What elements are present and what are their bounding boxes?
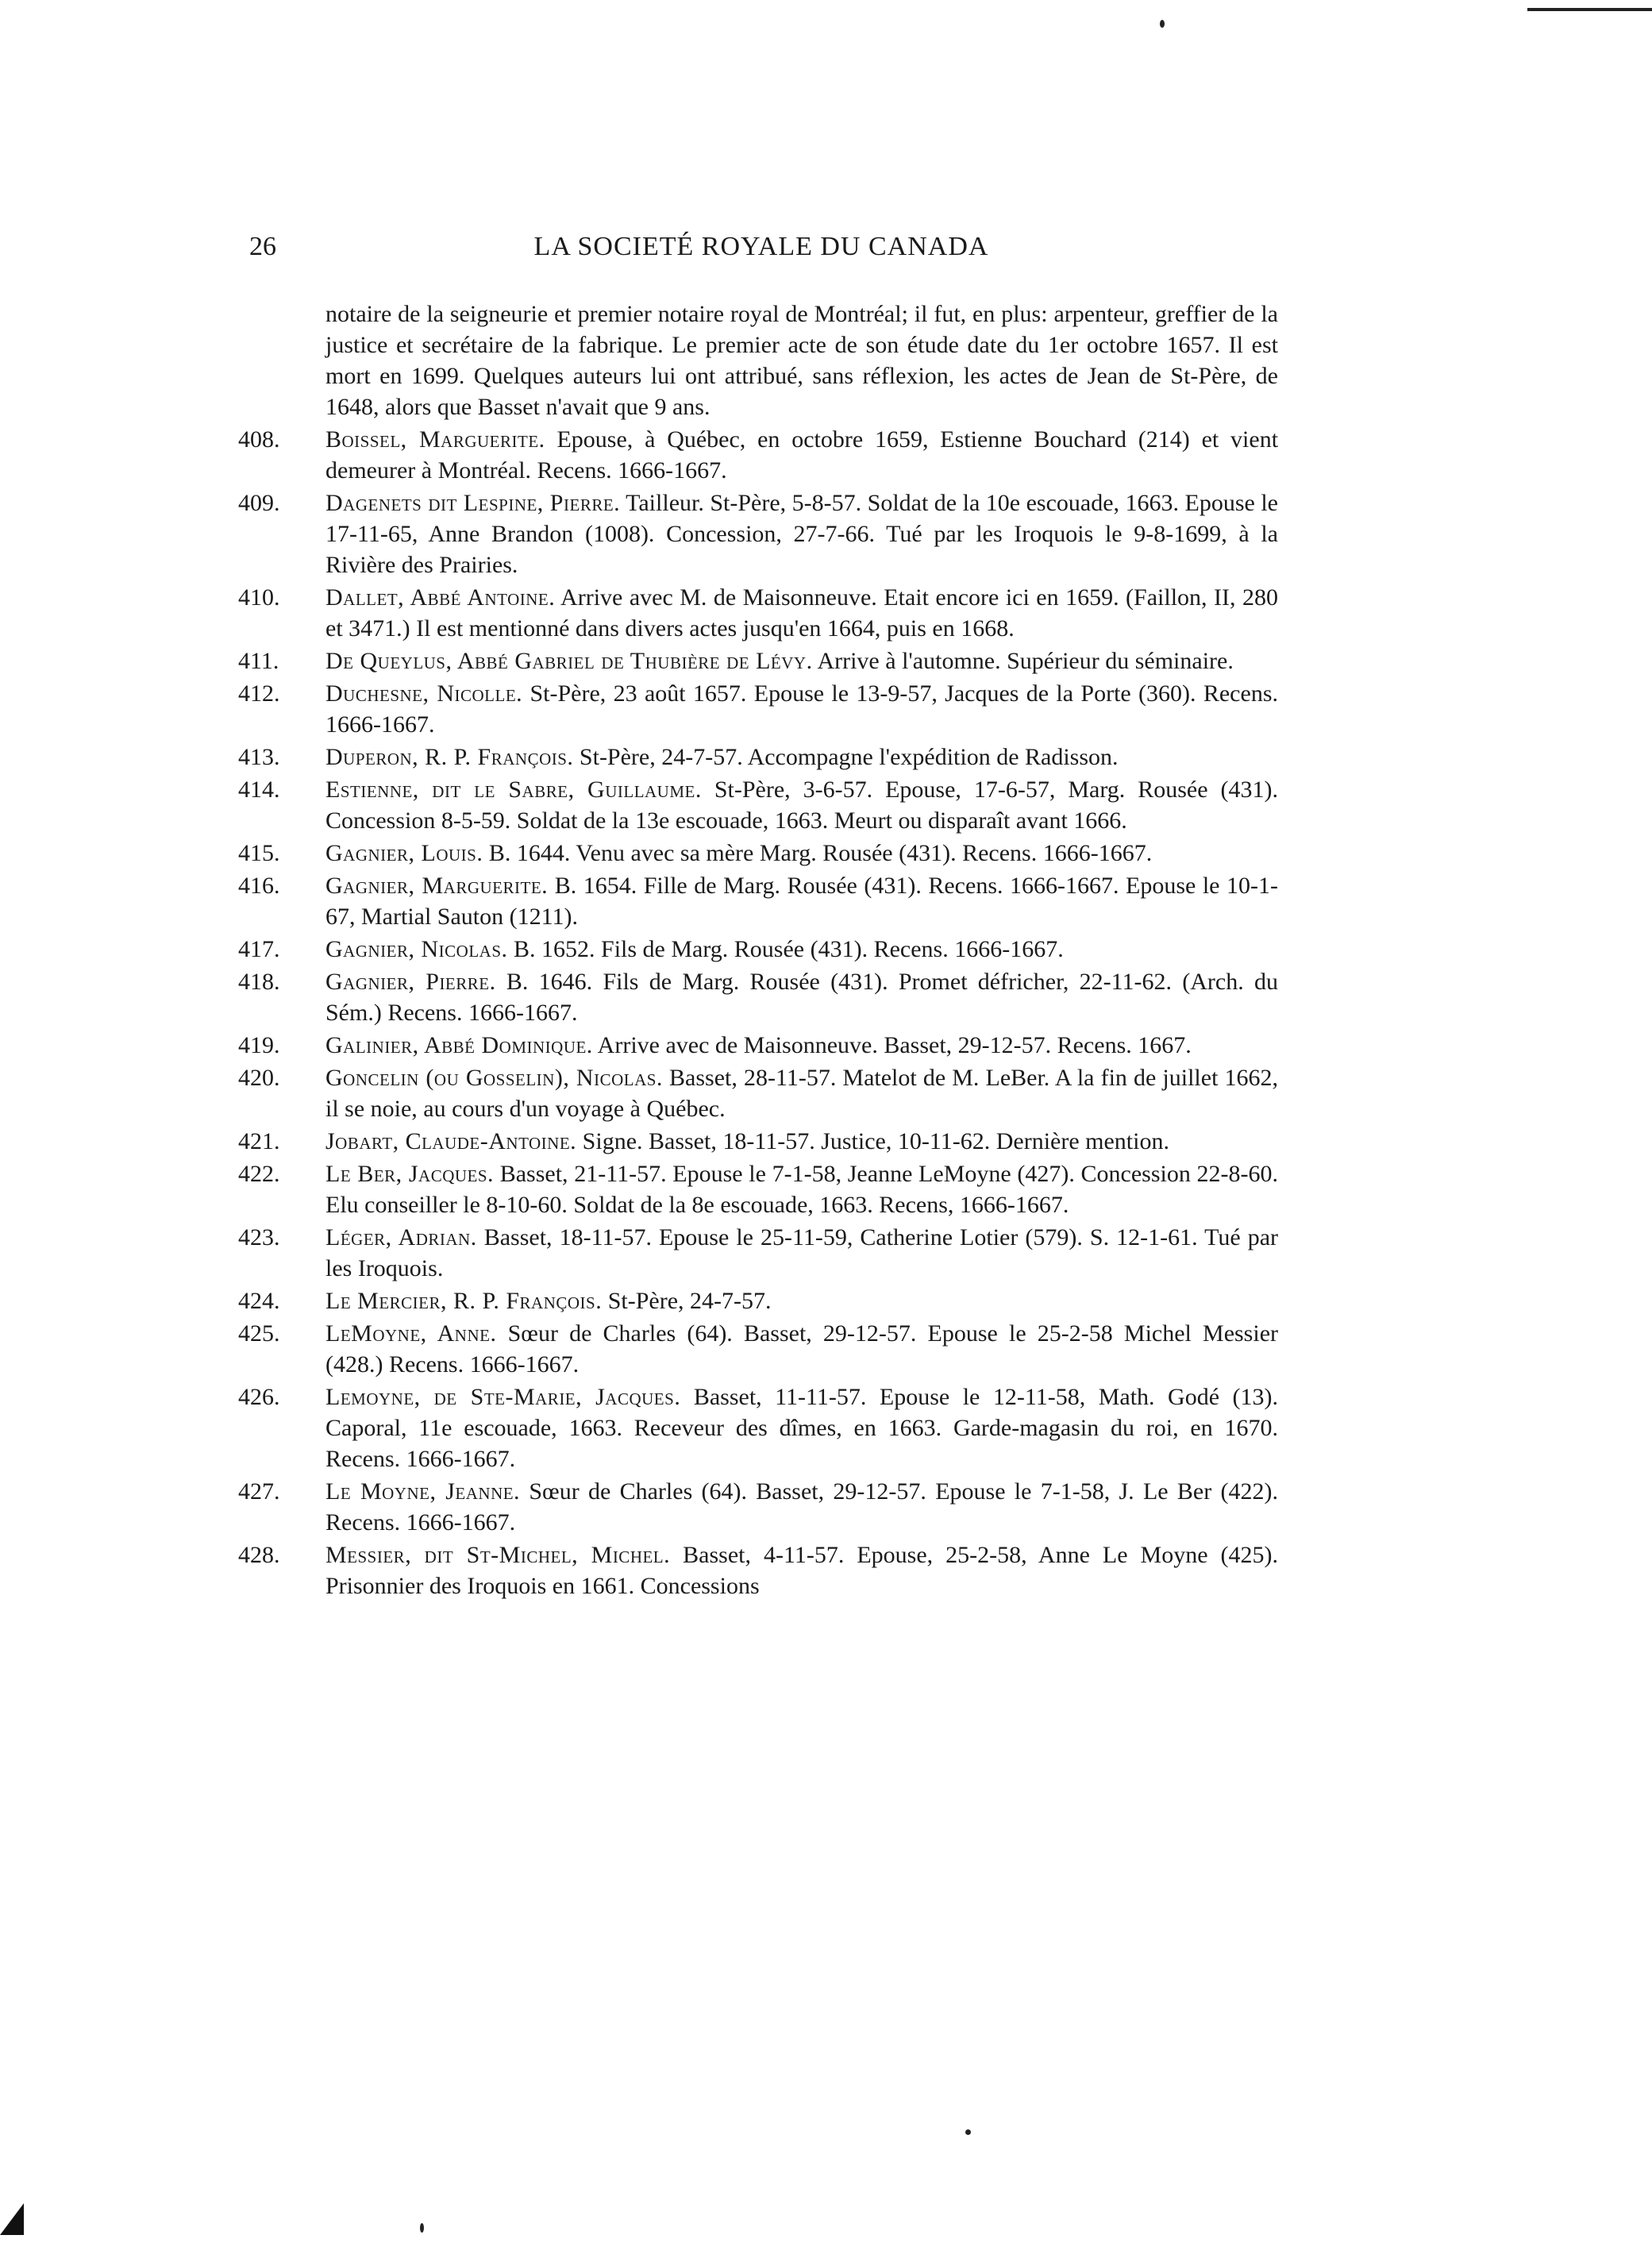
entry-person-name: Boissel, Marguerite. bbox=[325, 426, 545, 453]
register-entries bbox=[238, 299, 1278, 1603]
entry-number: 425. bbox=[238, 1320, 280, 1347]
entry-person-name: Messier, dit St-Michel, Michel. bbox=[325, 1542, 671, 1568]
entry-body bbox=[325, 774, 1278, 836]
entry-text: Basset, 28-11-57. Matelot de M. LeBer. A la fin de juillet 1662, il se noie, au cours d'un voyage à Québec. bbox=[325, 1065, 1279, 1122]
entry-text: Arrive avec de Maisonneuve. Basset, 29-12-57. Recens. 1667. bbox=[597, 1032, 1192, 1058]
register-entry bbox=[238, 1158, 1278, 1220]
entry-body bbox=[325, 1318, 1278, 1380]
entry-body bbox=[325, 1062, 1278, 1124]
entry-text: Basset, 4-11-57. Epouse, 25-2-58, Anne Le Moyne (425). Prisonnier des Iroquois en 1661. Concessions bbox=[325, 1542, 1278, 1599]
entry-body bbox=[325, 582, 1278, 644]
entry-body bbox=[325, 838, 1278, 869]
entry-number: 417. bbox=[238, 936, 280, 962]
entry-number: 427. bbox=[238, 1478, 280, 1505]
register-entry bbox=[238, 870, 1278, 932]
entry-body bbox=[325, 1158, 1278, 1220]
entry-person-name: Léger, Adrian. bbox=[325, 1224, 477, 1250]
entry-body bbox=[325, 1381, 1278, 1474]
entry-text: B. 1652. Fils de Marg. Rousée (431). Recens. 1666-1667. bbox=[514, 936, 1064, 962]
entry-number: 410. bbox=[238, 584, 280, 611]
register-entry bbox=[238, 966, 1278, 1028]
entry-person-name: De Queylus, Abbé Gabriel de Thubière de Lévy. bbox=[325, 648, 813, 674]
entry-person-name: Le Mercier, R. P. François. bbox=[325, 1288, 603, 1314]
entry-body bbox=[325, 424, 1278, 486]
entry-person-name: Jobart, Claude-Antoine. bbox=[325, 1128, 577, 1154]
entry-text: Arrive avec M. de Maisonneuve. Etait encore ici en 1659. (Faillon, II, 280 et 3471.) Il est mentionné dans divers actes jusqu'en 1664, puis en 1668. bbox=[325, 584, 1278, 642]
entry-body bbox=[325, 487, 1278, 580]
page-number: 26 bbox=[249, 232, 276, 261]
entry-body bbox=[325, 934, 1278, 965]
register-entry bbox=[238, 1222, 1278, 1284]
entry-number: 418. bbox=[238, 969, 280, 995]
register-entry bbox=[238, 774, 1278, 836]
entry-person-name: Dallet, Abbé Antoine. bbox=[325, 584, 556, 611]
entry-person-name: Galinier, Abbé Dominique. bbox=[325, 1032, 593, 1058]
entry-person-name: Gagnier, Pierre. bbox=[325, 969, 496, 995]
entry-text: St-Père, 23 août 1657. Epouse le 13-9-57, Jacques de la Porte (360). Recens. 1666-1667. bbox=[325, 680, 1278, 738]
entry-person-name: Duchesne, Nicolle. bbox=[325, 680, 523, 707]
entry-text: Basset, 21-11-57. Epouse le 7-1-58, Jeanne LeMoyne (427). Concession 22-8-60. Elu conseiller le 8-10-60. Soldat de la 8e escouade, 1663. Recens, 1666-1667. bbox=[325, 1161, 1279, 1218]
entry-text: notaire de la seigneurie et premier notaire royal de Montréal; il fut, en plus: arpenteur, greffier de la justice et secrétaire de la fabrique. Le premier acte de son étude date du 1er octobre 1657. Il est mort en 1699. Quelques auteurs lui ont attribué, sans réflexion, les actes de Jean de St-Père, de 1648, alors que Basset n'avait que 9 ans. bbox=[325, 301, 1278, 420]
entry-body bbox=[325, 1126, 1278, 1157]
running-title: LA SOCIETÉ ROYALE DU CANADA bbox=[533, 232, 989, 261]
register-entry bbox=[238, 838, 1278, 869]
register-entry bbox=[238, 1381, 1278, 1474]
entry-number: 419. bbox=[238, 1032, 280, 1058]
register-entry bbox=[238, 645, 1278, 676]
entry-number: 423. bbox=[238, 1224, 280, 1250]
entry-person-name: Lemoyne, de Ste-Marie, Jacques. bbox=[325, 1384, 681, 1410]
entry-body bbox=[325, 1222, 1278, 1284]
entry-person-name: Duperon, R. P. François. bbox=[325, 744, 574, 770]
entry-number: 412. bbox=[238, 680, 280, 707]
entry-person-name: Gagnier, Louis. bbox=[325, 840, 483, 866]
scan-speck bbox=[965, 2129, 971, 2135]
scan-speck bbox=[1160, 20, 1165, 28]
entry-person-name: Goncelin (ou Gosselin), Nicolas. bbox=[325, 1065, 663, 1091]
entry-body bbox=[325, 678, 1278, 740]
entry-person-name: Estienne, dit le Sabre, Guillaume. bbox=[325, 776, 702, 803]
register-entry bbox=[238, 1285, 1278, 1316]
top-edge-rule bbox=[1527, 8, 1652, 11]
register-entry bbox=[238, 1030, 1278, 1061]
entry-text: St-Père, 3-6-57. Epouse, 17-6-57, Marg. Rousée (431). Concession 8-5-59. Soldat de la 13e escouade, 1663. Meurt ou disparaît avant 1666. bbox=[325, 776, 1279, 834]
entry-number: 413. bbox=[238, 744, 280, 770]
entry-text: Epouse, à Québec, en octobre 1659, Estienne Bouchard (214) et vient demeurer à Montréal. Recens. 1666-1667. bbox=[325, 426, 1279, 484]
entry-person-name: LeMoyne, Anne. bbox=[325, 1320, 497, 1347]
entry-text: B. 1644. Venu avec sa mère Marg. Rousée (431). Recens. 1666-1667. bbox=[488, 840, 1153, 866]
entry-number: 420. bbox=[238, 1065, 280, 1091]
entry-text: Sœur de Charles (64). Basset, 29-12-57. Epouse le 25-2-58 Michel Messier (428.) Recens. 1666-1667. bbox=[325, 1320, 1278, 1378]
register-entry bbox=[238, 1539, 1278, 1601]
page-corner-mark bbox=[0, 2203, 24, 2235]
entry-text: Tailleur. St-Père, 5-8-57. Soldat de la 10e escouade, 1663. Epouse le 17-11-65, Anne Brandon (1008). Concession, 27-7-66. Tué par les Iroquois le 9-8-1699, à la Rivière des Prairies. bbox=[325, 490, 1279, 578]
register-entry bbox=[238, 934, 1278, 965]
entry-number: 421. bbox=[238, 1128, 280, 1154]
register-entry bbox=[238, 678, 1278, 740]
register-entry bbox=[238, 582, 1278, 644]
entry-number: 411. bbox=[238, 648, 279, 674]
page-header bbox=[249, 232, 1273, 267]
entry-body bbox=[325, 645, 1278, 676]
entry-person-name: Le Moyne, Jeanne. bbox=[325, 1478, 521, 1505]
entry-number: 415. bbox=[238, 840, 280, 866]
entry-number: 426. bbox=[238, 1384, 280, 1410]
entry-text: B. 1646. Fils de Marg. Rousée (431). Promet défricher, 22-11-62. (Arch. du Sém.) Recens. 1666-1667. bbox=[325, 969, 1278, 1026]
entry-text: B. 1654. Fille de Marg. Rousée (431). Recens. 1666-1667. Epouse le 10-1-67, Martial Sauton (1211). bbox=[325, 873, 1278, 930]
entry-body bbox=[325, 1030, 1278, 1061]
entry-body bbox=[325, 870, 1278, 932]
register-entry bbox=[238, 1318, 1278, 1380]
entry-text: Basset, 11-11-57. Epouse le 12-11-58, Math. Godé (13). Caporal, 11e escouade, 1663. Receveur des dîmes, en 1663. Garde-magasin du roi, en 1670. Recens. 1666-1667. bbox=[325, 1384, 1279, 1472]
register-entry bbox=[238, 742, 1278, 773]
entry-body bbox=[325, 1285, 1278, 1316]
entry-body bbox=[325, 1476, 1278, 1538]
register-entry bbox=[238, 487, 1278, 580]
entry-list bbox=[238, 424, 1278, 1601]
entry-text: Signe. Basset, 18-11-57. Justice, 10-11-62. Dernière mention. bbox=[582, 1128, 1169, 1154]
entry-number: 424. bbox=[238, 1288, 280, 1314]
entry-number: 416. bbox=[238, 873, 280, 899]
entry-body bbox=[325, 742, 1278, 773]
entry-text: Arrive à l'automne. Supérieur du séminaire. bbox=[817, 648, 1234, 674]
entry-person-name: Dagenets dit Lespine, Pierre. bbox=[325, 490, 621, 516]
register-entry bbox=[238, 1126, 1278, 1157]
entry-person-name: Gagnier, Marguerite. bbox=[325, 873, 549, 899]
entry-number: 428. bbox=[238, 1542, 280, 1568]
scan-speck bbox=[420, 2223, 424, 2233]
entry-number: 408. bbox=[238, 426, 280, 453]
entry-text: St-Père, 24-7-57. bbox=[607, 1288, 772, 1314]
register-entry bbox=[238, 424, 1278, 486]
register-entry bbox=[238, 1062, 1278, 1124]
entry-number: 414. bbox=[238, 776, 280, 803]
entry-number: 409. bbox=[238, 490, 280, 516]
entry-text: Sœur de Charles (64). Basset, 29-12-57. Epouse le 7-1-58, J. Le Ber (422). Recens. 1666-1667. bbox=[325, 1478, 1278, 1536]
entry-person-name: Le Ber, Jacques. bbox=[325, 1161, 495, 1187]
entry-body bbox=[325, 966, 1278, 1028]
continued-entry-text bbox=[238, 299, 1278, 422]
entry-number: 422. bbox=[238, 1161, 280, 1187]
entry-text: St-Père, 24-7-57. Accompagne l'expédition de Radisson. bbox=[579, 744, 1119, 770]
entry-person-name: Gagnier, Nicolas. bbox=[325, 936, 508, 962]
register-entry bbox=[238, 1476, 1278, 1538]
entry-text: Basset, 18-11-57. Epouse le 25-11-59, Catherine Lotier (579). S. 12-1-61. Tué par les Iroquois. bbox=[325, 1224, 1279, 1281]
entry-body bbox=[325, 1539, 1278, 1601]
